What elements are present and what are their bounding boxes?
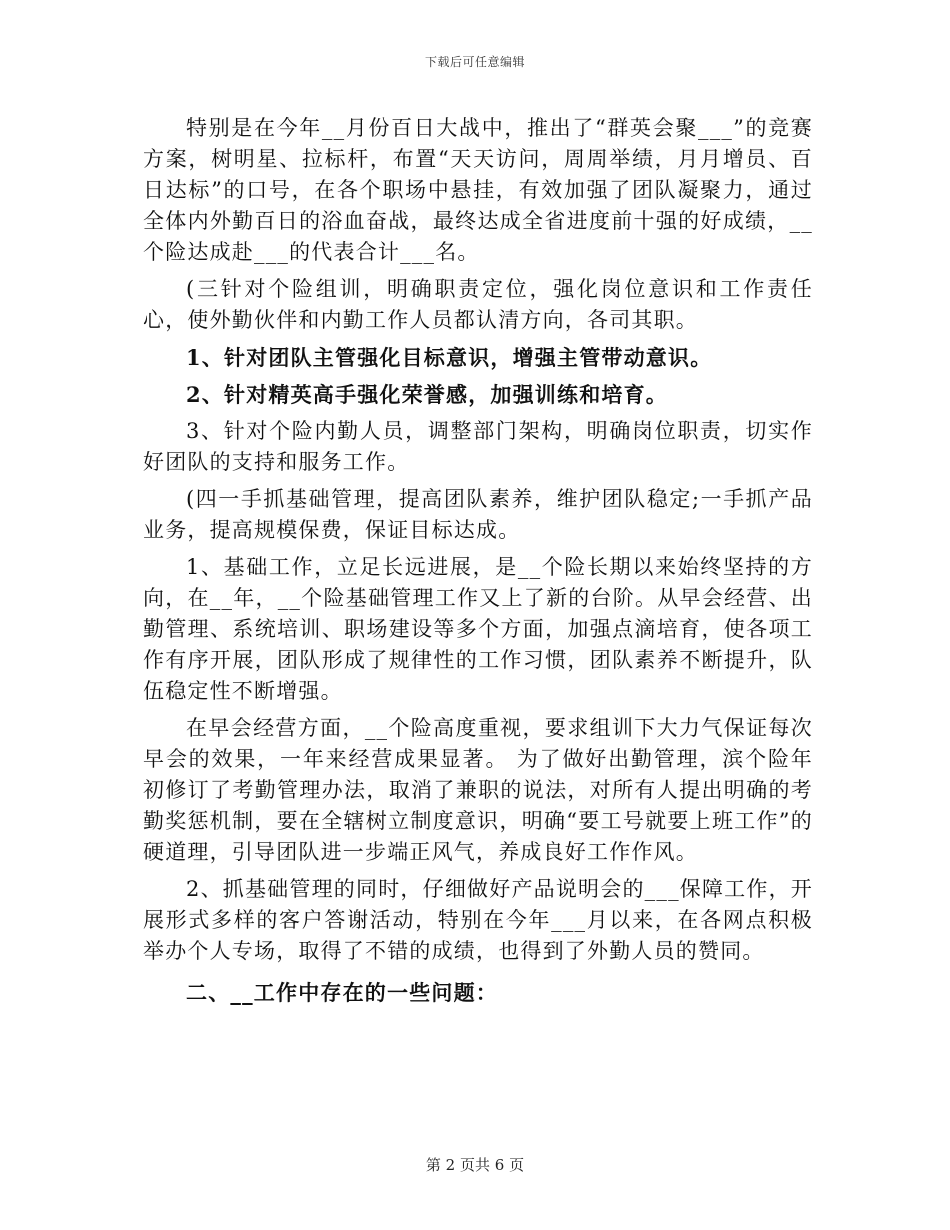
document-body	[143, 113, 813, 1014]
paragraph-basic-management: (四一手抓基础管理，提高团队素养，维护团队稳定;一手抓产品业务，提高规模保费，保证目标达成。	[143, 487, 813, 542]
paragraph-competition: 特别是在今年__月份百日大战中，推出了“群英会聚___”的竞赛方案，树明星、拉标杆，布置“天天访问，周周举绩，月月增员、百日达标”的口号，在各个职场中悬挂，有效加强了团队凝聚力，通过全体内外勤百日的浴血奋战，最终达成全省进度前十强的好成绩，__个险达成赴___的代表合计___名。	[143, 116, 813, 264]
paragraph-item-internal-staff: 3、针对个险内勤人员，调整部门架构，明确岗位职责，切实作好团队的支持和服务工作。	[143, 419, 813, 474]
paragraph-training-roles: (三针对个险组训，明确职责定位，强化岗位意识和工作责任心，使外勤伙伴和内勤工作人员都认清方向，各司其职。	[143, 277, 813, 332]
paragraph-morning-meeting: 在早会经营方面，__个险高度重视，要求组训下大力气保证每次早会的效果，一年来经营成果显著。 为了做好出勤管理，滨个险年初修订了考勤管理办法，取消了兼职的说法，对所有人提出明确的考勤奖惩机制，要在全辖树立制度意识，明确“要工号就要上班工作”的硬道理，引导团队进一步端正风气，养成良好工作作风。	[143, 716, 813, 864]
paragraph-item-elites: 2、针对精英高手强化荣誉感，加强训练和培育。	[186, 382, 669, 407]
paragraph-product-briefing: 2、抓基础管理的同时，仔细做好产品说明会的___保障工作，开展形式多样的客户答谢活动，特别在今年___月以来，在各网点积极举办个人专场，取得了不错的成绩，也得到了外勤人员的赞同。	[143, 877, 813, 963]
paragraph-basic-work: 1、基础工作，立足长远进展，是__个险长期以来始终坚持的方向，在__年，__个险基础管理工作又上了新的台阶。从早会经营、出勤管理、系统培训、职场建设等多个方面，加强点滴培育，使各项工作有序开展，团队形成了规律性的工作习惯，团队素养不断提升，队伍稳定性不断增强。	[143, 555, 813, 703]
paragraph-item-supervisors: 1、针对团队主管强化目标意识，增强主管带动意识。	[186, 345, 713, 370]
page-header: 下载后可任意编辑	[424, 55, 525, 69]
section-heading-problems: 二、__工作中存在的一些问题：	[186, 980, 498, 1005]
page-footer: 第 2 页共 6 页	[425, 1156, 525, 1174]
